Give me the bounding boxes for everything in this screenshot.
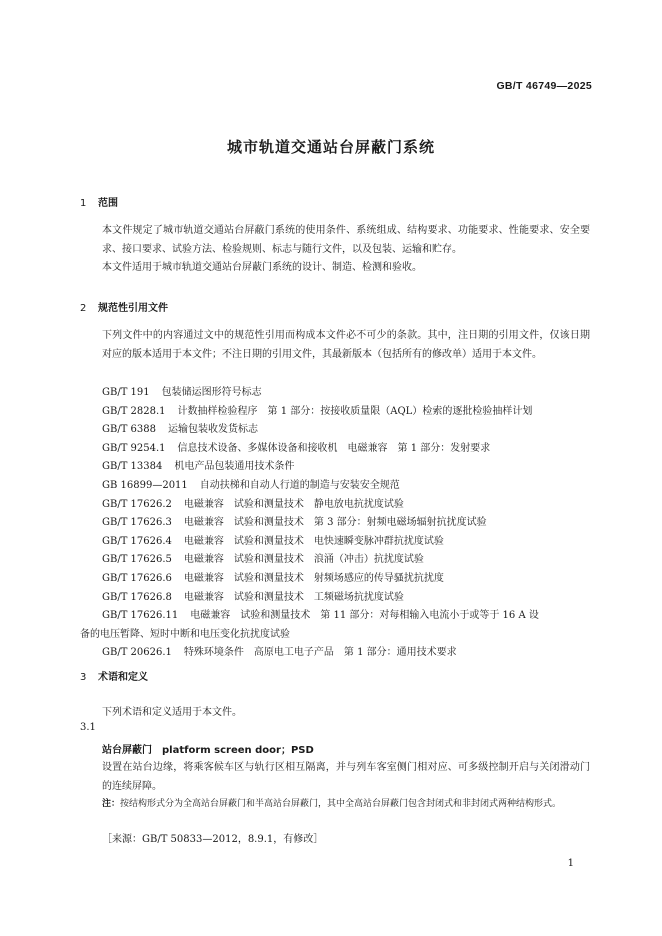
section-2-number: 2 bbox=[80, 303, 87, 314]
term-definition-paragraph bbox=[80, 759, 590, 796]
reference-title: 电磁兼容 试验和测量技术 浪涌（冲击）抗扰度试验 bbox=[183, 554, 424, 566]
reference-code: GB/T 2828.1 bbox=[102, 405, 166, 417]
reference-item bbox=[102, 421, 592, 440]
reference-code: GB/T 9254.1 bbox=[102, 442, 166, 454]
section-2-intro-paragraph bbox=[80, 327, 590, 364]
term-number: 3.1 bbox=[80, 722, 96, 733]
reference-code: GB/T 13384 bbox=[102, 461, 163, 473]
reference-item bbox=[102, 440, 592, 459]
reference-item bbox=[102, 551, 592, 570]
reference-item bbox=[102, 514, 592, 533]
reference-item bbox=[102, 570, 592, 589]
reference-code: GB/T 17626.5 bbox=[102, 554, 172, 566]
reference-title-continued: 备的电压暂降、短时中断和电压变化抗扰度试验 bbox=[80, 628, 290, 640]
reference-code: GB/T 6388 bbox=[102, 424, 157, 436]
reference-code: GB/T 17626.6 bbox=[102, 572, 172, 584]
term-name: 站台屏蔽门 platform screen door；PSD bbox=[102, 745, 314, 756]
reference-title: 信息技术设备、多媒体设备和接收机 电磁兼容 第 1 部分：发射要求 bbox=[177, 442, 491, 454]
section-1-scope-paragraph bbox=[80, 222, 590, 278]
reference-title: 电磁兼容 试验和测量技术 射频场感应的传导骚扰抗扰度 bbox=[183, 572, 444, 584]
reference-item bbox=[102, 644, 592, 663]
section-1-title: 范围 bbox=[98, 198, 118, 209]
terms-intro: 下列术语和定义适用于本文件。 bbox=[102, 707, 242, 718]
section-2-heading bbox=[80, 299, 168, 314]
reference-title: 机电产品包装通用技术条件 bbox=[174, 461, 295, 473]
reference-item bbox=[102, 496, 592, 515]
reference-title: 特殊环境条件 高原电工电子产品 第 1 部分：通用技术要求 bbox=[183, 647, 457, 659]
reference-title: 计数抽样检验程序 第 1 部分：按接收质量限（AQL）检索的逐批检验抽样计划 bbox=[177, 405, 533, 417]
reference-title: 包装储运图形符号标志 bbox=[161, 387, 262, 398]
section-3-number: 3 bbox=[80, 672, 87, 683]
reference-title: 自动扶梯和自动人行道的制造与安装安全规范 bbox=[199, 479, 400, 491]
reference-item bbox=[102, 477, 592, 496]
reference-code: GB/T 17626.8 bbox=[102, 591, 172, 603]
scope-paragraph-2: 本文件适用于城市轨道交通站台屏蔽门系统的设计、制造、检测和验收。 bbox=[102, 262, 422, 273]
document-title: 城市轨道交通站台屏蔽门系统 bbox=[226, 138, 435, 156]
reference-code: GB 16899—2011 bbox=[102, 479, 188, 491]
references-intro: 下列文件中的内容通过文中的规范性引用而构成本文件必不可少的条款。其中，注日期的引用文件，仅该日期对应的版本适用于本文件；不注日期的引用文件，其最新版本（包括所有的修改单）适用于本文件。 bbox=[102, 330, 590, 360]
reference-item bbox=[102, 589, 592, 608]
reference-code: GB/T 17626.3 bbox=[102, 517, 172, 529]
reference-title: 运输包装收发货标志 bbox=[168, 424, 259, 436]
reference-item bbox=[102, 533, 592, 552]
section-3-title: 术语和定义 bbox=[98, 672, 148, 683]
reference-title: 电磁兼容 试验和测量技术 第 11 部分：对每相输入电流小于或等于 16 A 设 bbox=[190, 610, 539, 622]
reference-title: 电磁兼容 试验和测量技术 第 3 部分：射频电磁场辐射抗扰度试验 bbox=[183, 517, 487, 529]
reference-title: 电磁兼容 试验和测量技术 静电放电抗扰度试验 bbox=[183, 498, 404, 510]
reference-item bbox=[102, 384, 592, 403]
standard-code: GB/T 46749—2025 bbox=[496, 80, 592, 92]
term-definition: 设置在站台边缘，将乘客候车区与轨行区相互隔离，并与列车客室侧门相对应、可多级控制开启与关闭滑动门的连续屏障。 bbox=[102, 762, 590, 792]
term-note bbox=[102, 796, 590, 813]
page-number: 1 bbox=[567, 858, 574, 869]
note-label: 注： bbox=[102, 799, 121, 809]
reference-item bbox=[102, 458, 592, 477]
reference-item bbox=[102, 403, 592, 422]
section-1-heading bbox=[80, 194, 118, 209]
reference-code: GB/T 17626.4 bbox=[102, 535, 172, 547]
section-1-number: 1 bbox=[80, 198, 87, 209]
term-source: ［来源：GB/T 50833—2012，8.9.1，有修改］ bbox=[102, 834, 324, 845]
reference-title: 电磁兼容 试验和测量技术 电快速瞬变脉冲群抗扰度试验 bbox=[183, 535, 444, 547]
reference-code: GB/T 20626.1 bbox=[102, 647, 172, 659]
note-text: 按结构形式分为全高站台屏蔽门和半高站台屏蔽门，其中全高站台屏蔽门包含封闭式和非封闭式两种结构形式。 bbox=[120, 799, 562, 809]
reference-item-wrapped bbox=[102, 607, 592, 626]
reference-code: GB/T 17626.2 bbox=[102, 498, 172, 510]
reference-code: GB/T 17626.11 bbox=[102, 610, 179, 622]
scope-paragraph-1: 本文件规定了城市轨道交通站台屏蔽门系统的使用条件、系统组成、结构要求、功能要求、性能要求、安全要求、接口要求、试验方法、检验规则、标志与随行文件，以及包装、运输和贮存。 bbox=[102, 225, 590, 255]
section-2-title: 规范性引用文件 bbox=[98, 303, 168, 314]
reference-title: 电磁兼容 试验和测量技术 工频磁场抗扰度试验 bbox=[183, 591, 404, 603]
reference-list bbox=[80, 384, 592, 663]
reference-item-continuation bbox=[80, 626, 592, 645]
reference-code: GB/T 191 bbox=[102, 387, 150, 398]
section-3-heading bbox=[80, 668, 148, 683]
